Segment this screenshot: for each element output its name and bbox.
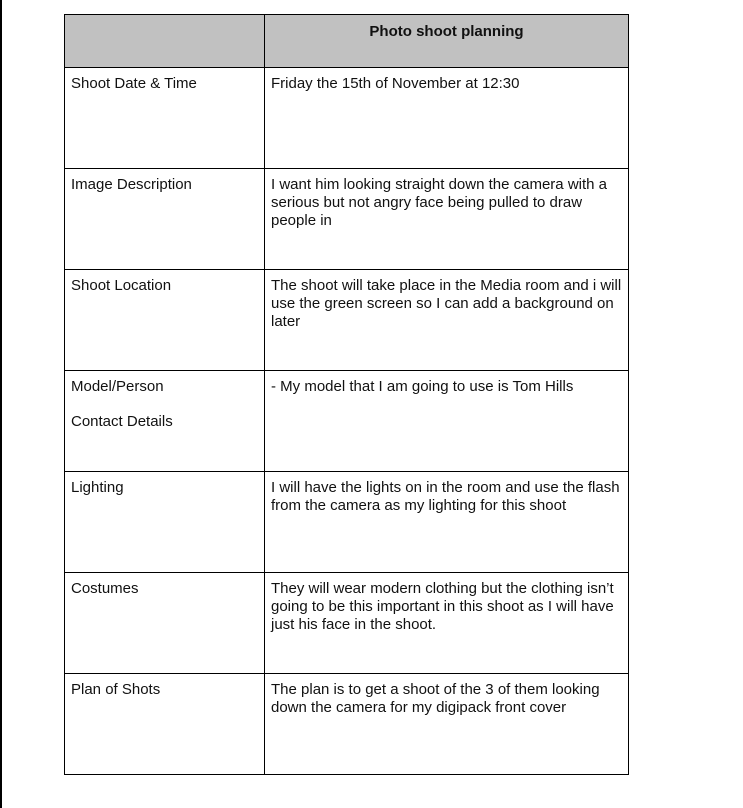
value-cell	[265, 68, 629, 169]
table-row-model-person	[65, 371, 629, 472]
table-row-costumes	[65, 573, 629, 674]
planning-table	[64, 14, 629, 775]
row-label: Model/Person	[71, 378, 164, 395]
header-title-cell	[265, 15, 629, 68]
row-value: They will wear modern clothing but the clothing isn’t going to be this important in this shoot as I will have just his face in the shoot.	[271, 580, 614, 633]
row-label: Shoot Date & Time	[71, 75, 197, 92]
value-cell	[265, 573, 629, 674]
row-label-secondary: Contact Details	[71, 413, 173, 430]
row-value: The shoot will take place in the Media room and i will use the green screen so I can add a background on later	[271, 277, 622, 330]
row-value: The plan is to get a shoot of the 3 of them looking down the camera for my digipack front cover	[271, 681, 600, 716]
table-row-image-description	[65, 169, 629, 270]
value-cell	[265, 371, 629, 472]
table-row-shoot-date	[65, 68, 629, 169]
row-value: I want him looking straight down the camera with a serious but not angry face being pulled to draw people in	[271, 176, 607, 229]
label-cell	[65, 674, 265, 775]
document-title: Photo shoot planning	[369, 23, 524, 40]
planning-document	[64, 14, 628, 766]
row-label: Costumes	[71, 580, 139, 597]
value-cell	[265, 270, 629, 371]
label-cell	[65, 270, 265, 371]
row-label: Lighting	[71, 479, 124, 496]
label-cell	[65, 68, 265, 169]
value-cell	[265, 674, 629, 775]
label-cell	[65, 472, 265, 573]
header-row	[65, 15, 629, 68]
row-value: Friday the 15th of November at 12:30	[271, 75, 520, 92]
value-cell	[265, 169, 629, 270]
label-cell	[65, 573, 265, 674]
value-cell	[265, 472, 629, 573]
label-cell	[65, 169, 265, 270]
table-row-plan-of-shots	[65, 674, 629, 775]
label-cell	[65, 371, 265, 472]
table-row-lighting	[65, 472, 629, 573]
row-value: - My model that I am going to use is Tom Hills	[271, 378, 574, 395]
table-row-shoot-location	[65, 270, 629, 371]
row-label: Image Description	[71, 176, 192, 193]
header-empty-cell	[65, 15, 265, 68]
row-value: I will have the lights on in the room and use the flash from the camera as my lighting for this shoot	[271, 479, 620, 514]
row-label: Shoot Location	[71, 277, 172, 294]
page-left-edge	[0, 0, 2, 808]
row-label: Plan of Shots	[71, 681, 161, 698]
